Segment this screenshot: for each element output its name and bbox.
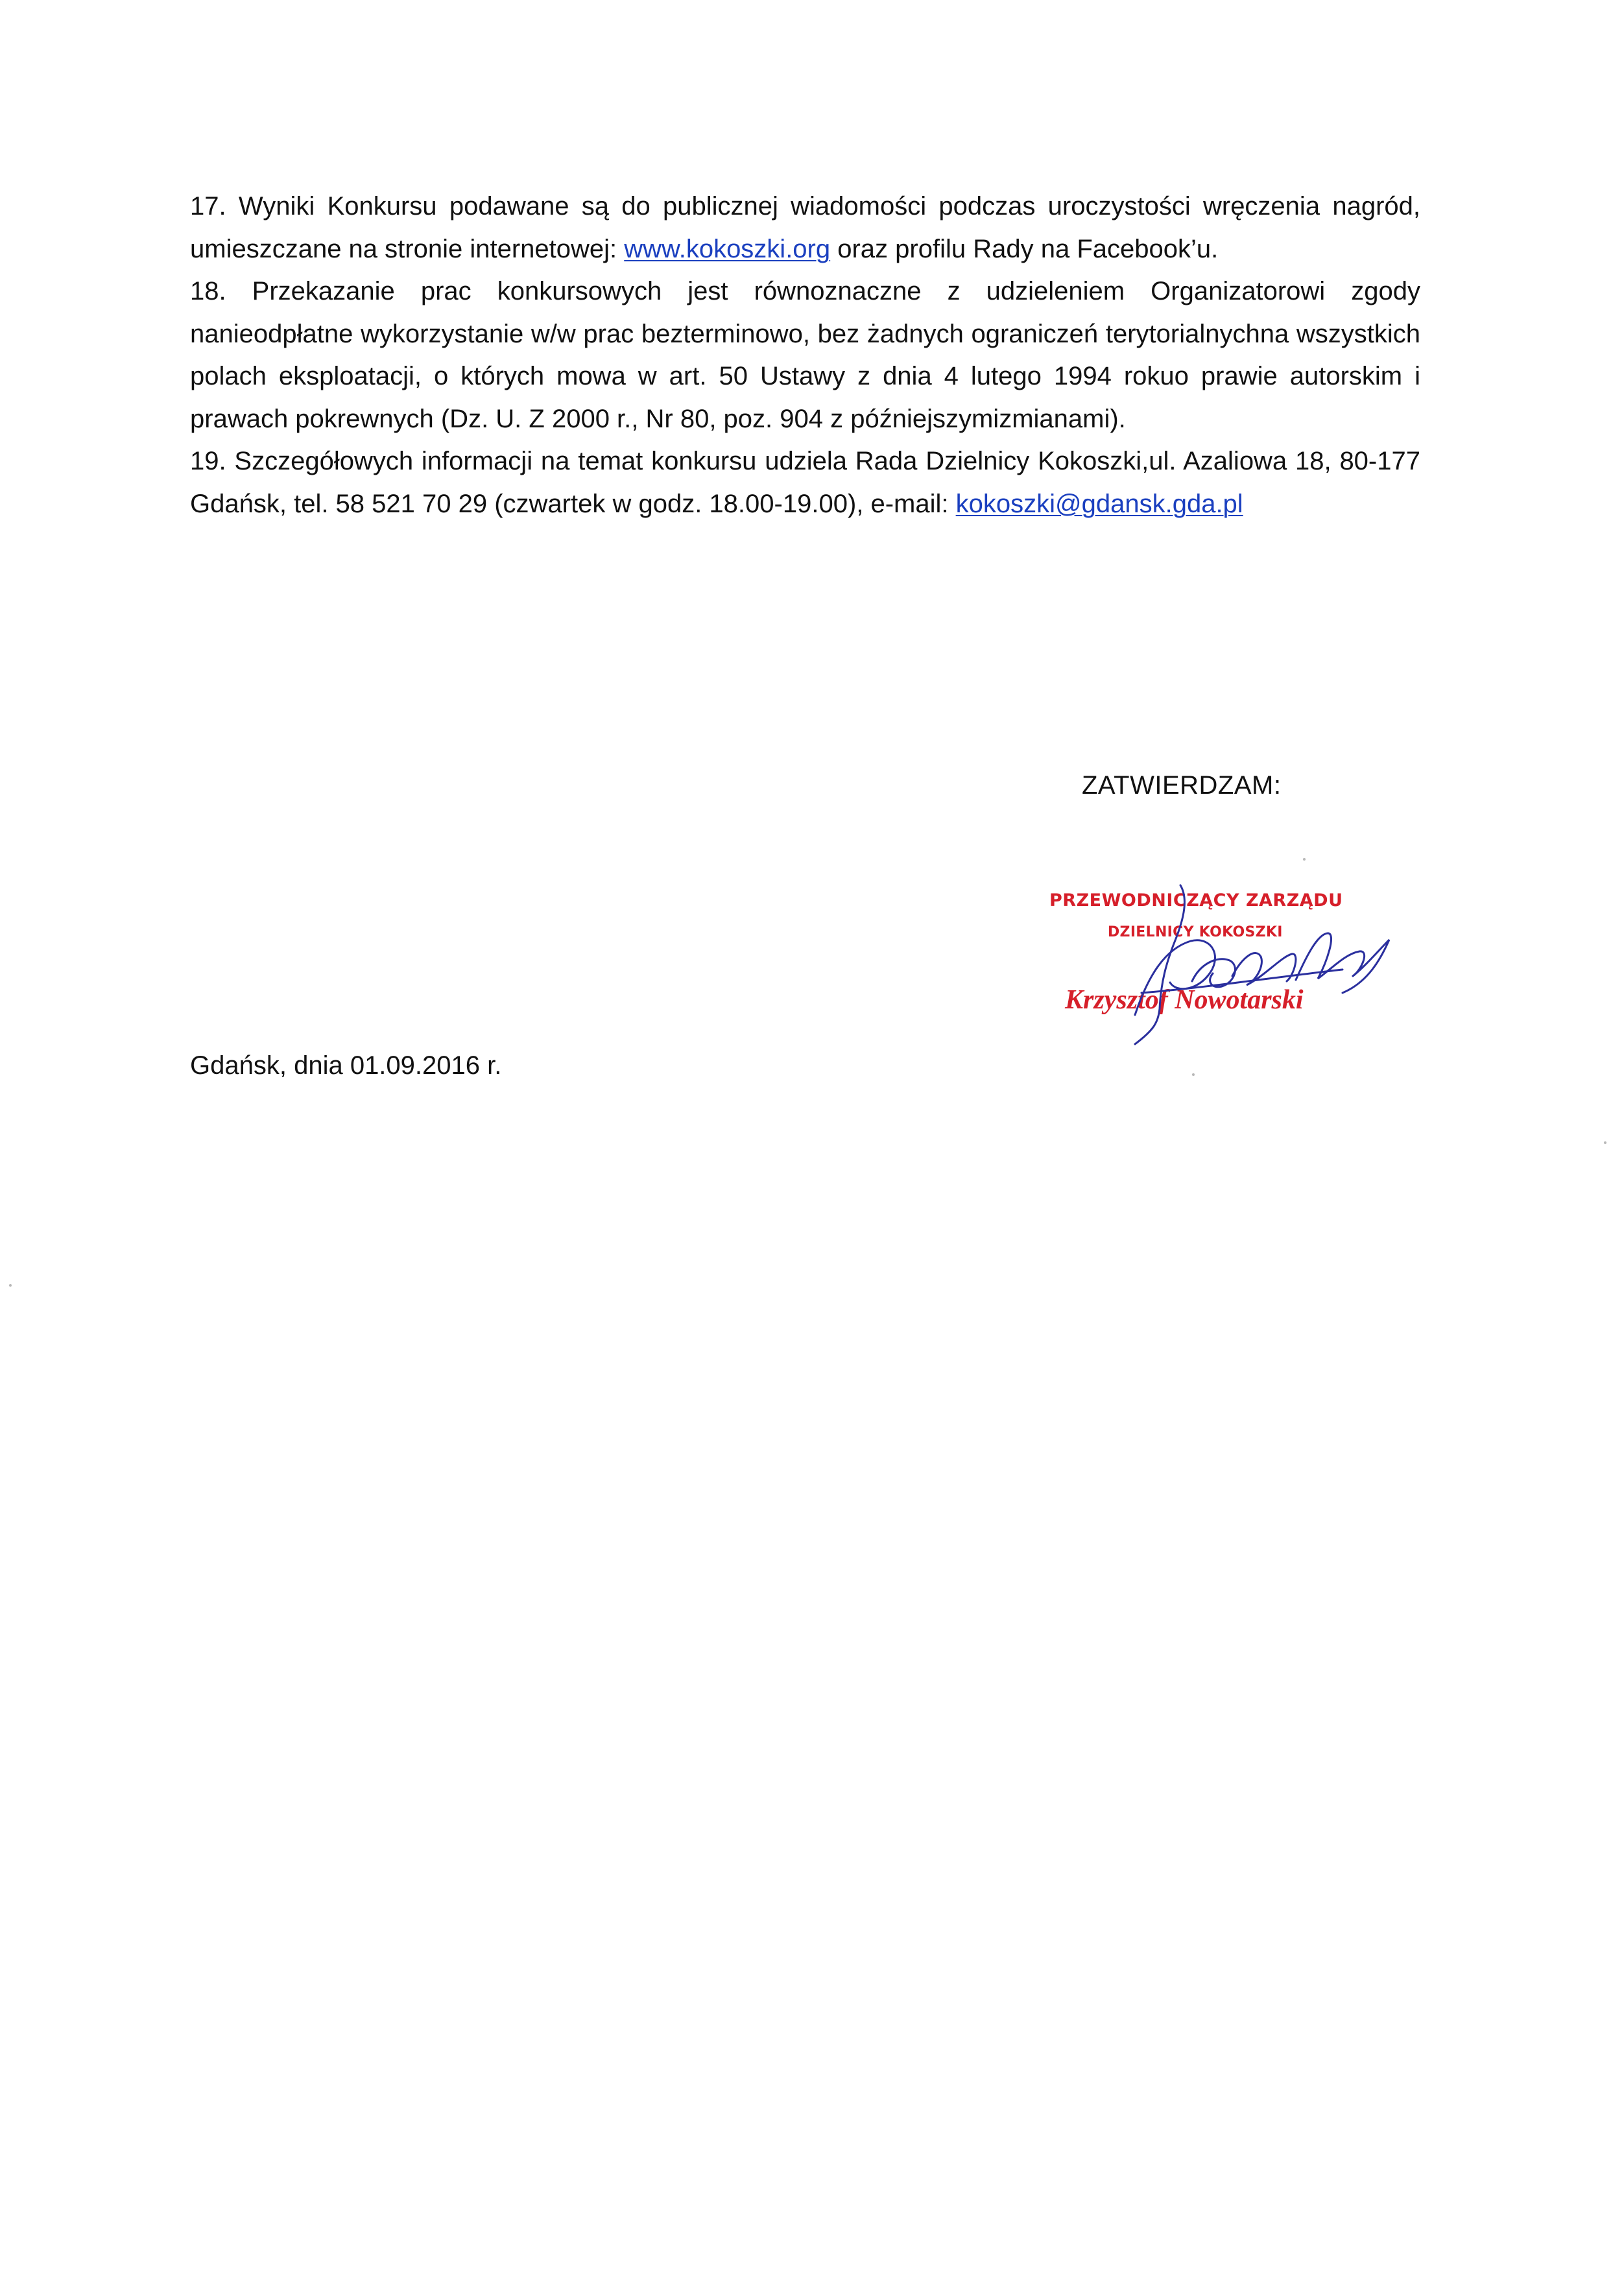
paragraph-17-text-end: oraz profilu Rady na Facebook’u. bbox=[830, 234, 1219, 263]
scan-speck bbox=[1192, 1073, 1195, 1076]
document-body bbox=[190, 185, 1420, 525]
paragraph-17 bbox=[190, 185, 1420, 270]
paragraph-18: 18. Przekazanie prac konkursowych jest równoznaczne z udzieleniem Organizatorowi zgody nanieodpłatne wykorzystanie w/w prac bezterminowo, bez żadnych ograniczeń terytorialnychna wszystkich polach eksploatacji, o których mowa w art. 50 Ustawy z dnia 4 lutego 1994 rokuo prawie autorskim i prawach pokrewnych (Dz. U. Z 2000 r., Nr 80, poz. 904 z późniejszymizmianami). bbox=[190, 277, 1420, 433]
paragraph-19 bbox=[190, 440, 1420, 525]
email-link[interactable]: kokoszki@gdansk.gda.pl bbox=[955, 489, 1243, 518]
approval-label: ZATWIERDZAM: bbox=[1082, 771, 1282, 800]
scan-speck bbox=[9, 1284, 12, 1287]
scan-speck bbox=[1604, 1141, 1606, 1144]
stamp-subtitle: DZIELNICY KOKOSZKI bbox=[1108, 924, 1283, 940]
document-date: Gdańsk, dnia 01.09.2016 r. bbox=[190, 1051, 502, 1080]
stamp-title: PRZEWODNICZĄCY ZARZĄDU bbox=[1049, 890, 1343, 911]
paragraph-19-text: 19. Szczegółowych informacji na temat konkursu udziela Rada Dzielnicy Kokoszki,ul. Azaliowa 18, 80-177 Gdańsk, tel. 58 521 70 29 (czwartek w godz. 18.00-19.00), e-mail: bbox=[190, 447, 1420, 518]
stamp-name: Krzysztof Nowotarski bbox=[1065, 985, 1304, 1015]
scan-speck bbox=[1303, 858, 1306, 861]
website-link[interactable]: www.kokoszki.org bbox=[624, 234, 831, 263]
paragraph-17-text: 17. Wyniki Konkursu podawane są do publicznej wiadomości podczas uroczystości wręczenia nagród, umieszczane na stronie internetowej: bbox=[190, 192, 1420, 263]
official-stamp bbox=[1038, 879, 1401, 1047]
